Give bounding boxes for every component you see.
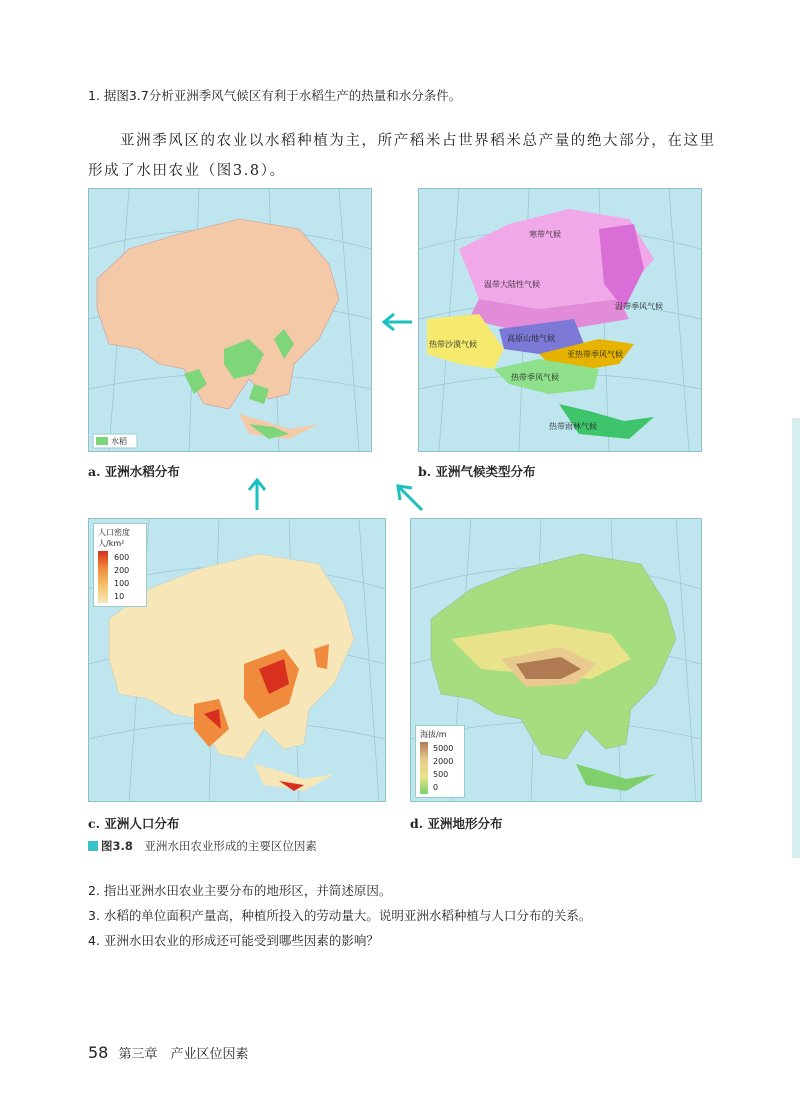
- figure-caption: [88, 838, 317, 854]
- rice-legend-label: 水稻: [111, 437, 127, 446]
- climate-label-1: 温带大陆性气候: [484, 280, 540, 289]
- page-footer: [88, 1043, 249, 1062]
- climate-label-0: 寒带气候: [529, 230, 561, 239]
- climate-label-7: 热带雨林气候: [549, 422, 597, 431]
- question-2: 2. 指出亚洲水田农业主要分布的地形区，并简述原因。: [88, 883, 392, 898]
- map-rice-distribution: [88, 188, 372, 452]
- population-legend-10: 10: [114, 592, 125, 601]
- figure-label: 图3.8: [101, 839, 133, 853]
- question-1: 1. 据图3.7分析亚洲季风气候区有利于水稻生产的热量和水分条件。: [88, 88, 462, 103]
- population-legend-title: 人口密度: [98, 528, 130, 537]
- climate-label-5: 热带沙漠气候: [429, 340, 477, 349]
- caption-a: a. 亚洲水稻分布: [88, 464, 180, 479]
- figure-text: 亚洲水田农业形成的主要区位因素: [144, 839, 317, 853]
- up-arrow-icon: [245, 474, 269, 514]
- terrain-legend-title: 海拔/m: [420, 730, 447, 739]
- map-climate-types: [418, 188, 702, 452]
- terrain-legend-2000: 2000: [433, 757, 454, 766]
- terrain-legend-500: 500: [433, 770, 449, 779]
- page-number: 58: [88, 1043, 109, 1062]
- page-edge-tab: [792, 418, 800, 858]
- population-legend: [93, 523, 147, 607]
- terrain-legend-5000: 5000: [433, 744, 454, 753]
- terrain-legend: [415, 725, 465, 798]
- map-population: [88, 518, 386, 802]
- climate-label-4: 高原山地气候: [507, 334, 555, 343]
- population-legend-200: 200: [114, 566, 130, 575]
- question-4: 4. 亚洲水田农业的形成还可能受到哪些因素的影响？: [88, 933, 379, 948]
- rice-map-graphic: [89, 189, 371, 451]
- caption-c: c. 亚洲人口分布: [88, 816, 180, 831]
- caption-b: b. 亚洲气候类型分布: [418, 464, 536, 479]
- population-legend-ramp: [98, 551, 108, 603]
- diagonal-arrow-icon: [392, 480, 428, 516]
- chapter-title: 第三章 产业区位因素: [118, 1047, 249, 1062]
- intro-paragraph: 亚洲季风区的农业以水稻种植为主，所产稻米占世界稻米总产量的绝大部分，在这里形成了水田农业（图3.8）。: [88, 133, 716, 179]
- figure-marker-icon: [88, 841, 98, 851]
- caption-d: d. 亚洲地形分布: [410, 816, 503, 831]
- population-legend-unit: 人/km²: [98, 539, 125, 548]
- climate-label-2: 温带季风气候: [615, 302, 663, 311]
- map-terrain: [410, 518, 702, 802]
- left-arrow-icon: [376, 310, 416, 334]
- climate-label-3: 亚热带季风气候: [567, 350, 623, 359]
- terrain-legend-ramp: [420, 742, 428, 794]
- climate-label-6: 热带季风气候: [511, 373, 559, 382]
- population-legend-600: 600: [114, 553, 130, 562]
- question-3: 3. 水稻的单位面积产量高，种植所投入的劳动量大。说明亚洲水稻种植与人口分布的关系。: [88, 908, 592, 923]
- population-legend-100: 100: [114, 579, 130, 588]
- terrain-legend-0: 0: [433, 783, 439, 792]
- questions-list: [88, 878, 591, 953]
